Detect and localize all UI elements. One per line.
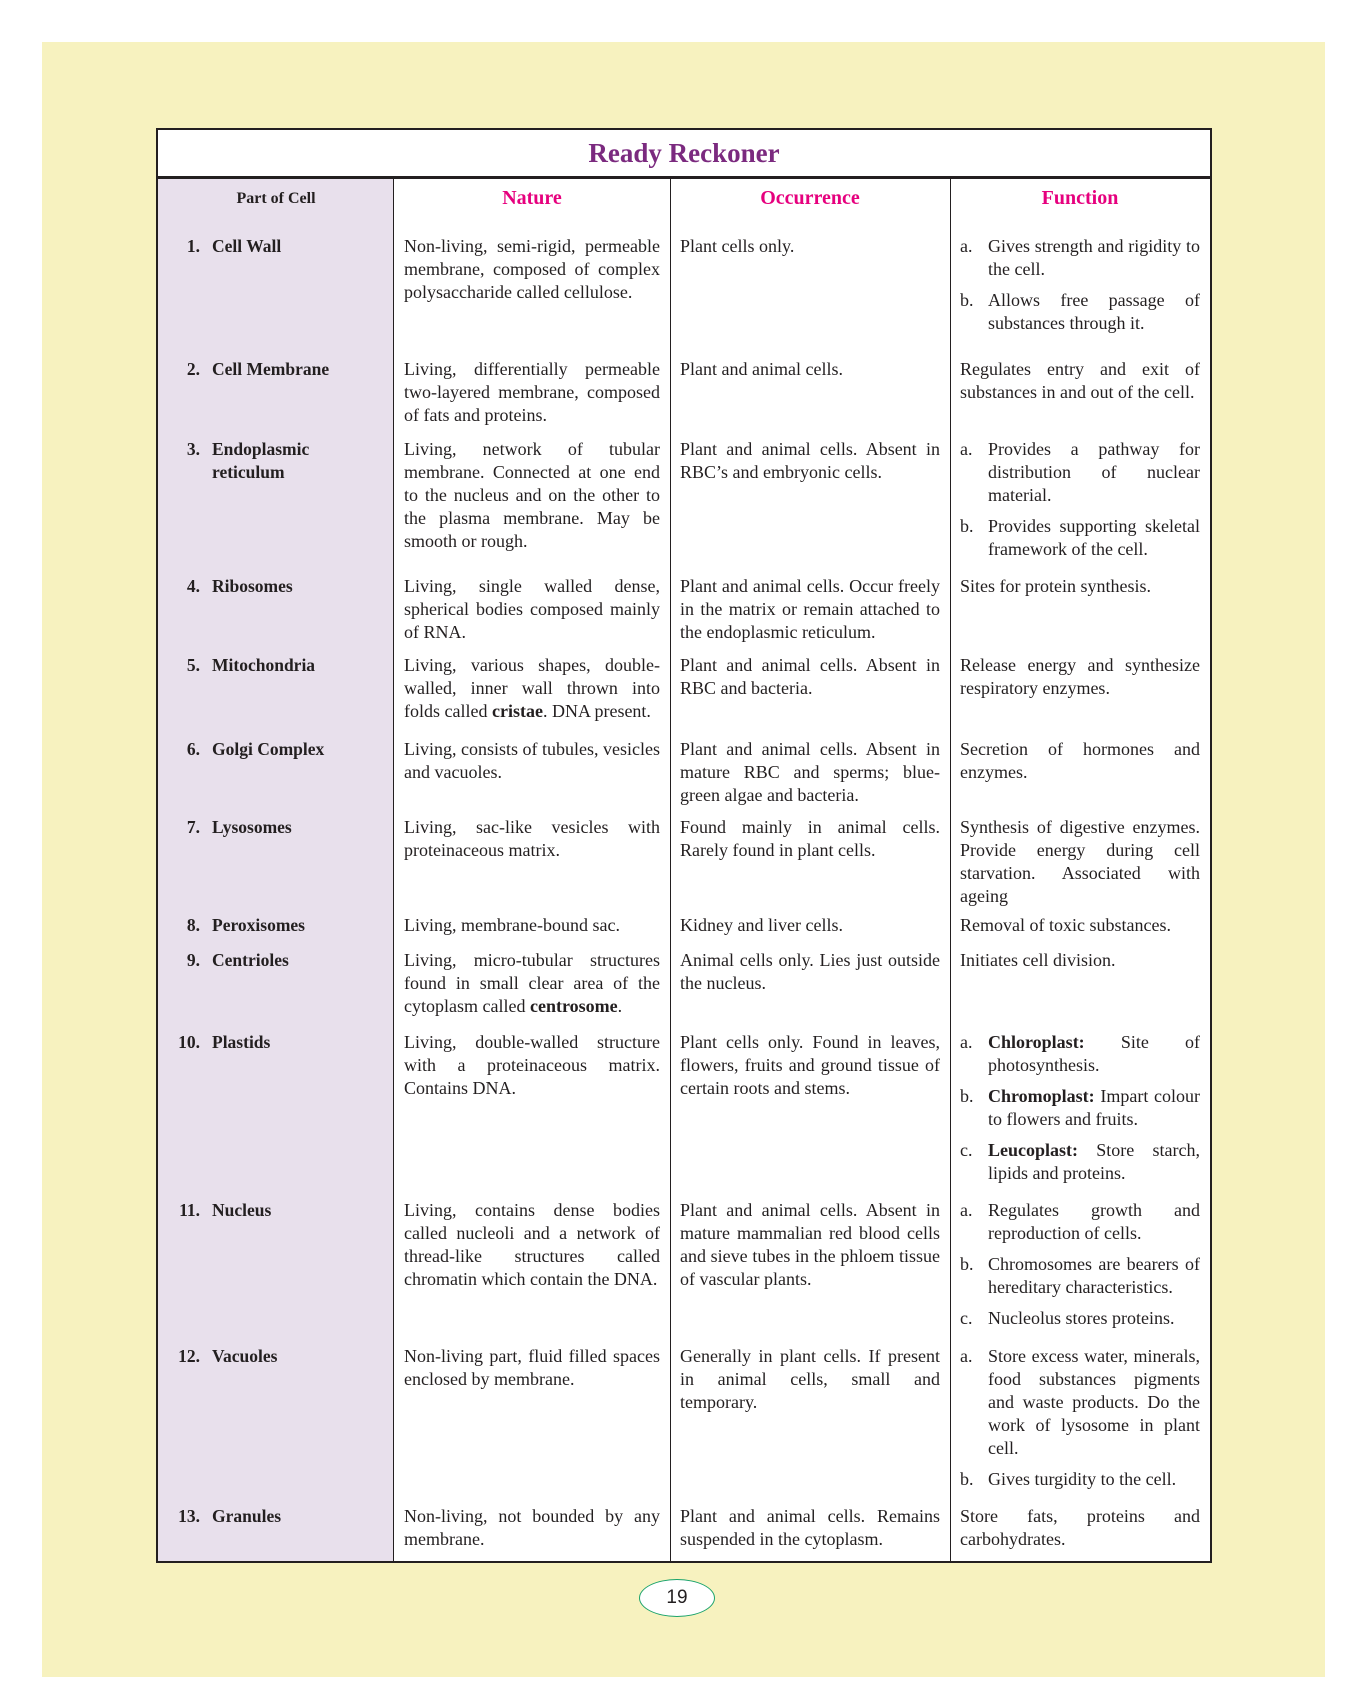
nature-text: Non-living part, fluid filled spaces enclosed by membrane. [404, 1346, 660, 1389]
occurrence-cell: Generally in plant cells. If present in animal cells, small and temporary. [680, 1346, 940, 1412]
function-item [960, 289, 1200, 335]
function-text: Nucleolus stores proteins. [988, 1308, 1175, 1328]
function-text: Regulates entry and exit of substances in and out of the cell. [960, 359, 1200, 402]
nature-cell [394, 233, 670, 356]
occurrence-cell: Plant cells only. Found in leaves, flowers, fruits and ground tissue of certain roots and stems. [680, 1032, 940, 1098]
function-text: Store excess water, minerals, food substances pigments and waste products. Do the work of lysosome in plant cell. [988, 1346, 1200, 1458]
function-text: Removal of toxic substances. [960, 915, 1171, 935]
part-name: Ribosomes [212, 576, 293, 596]
occurrence-cell: Kidney and liver cells. [680, 915, 843, 935]
row-number: 3. [186, 439, 200, 459]
table-row [158, 912, 1210, 947]
nature-text: Living, differentially permeable two-layered membrane, composed of fats and proteins. [404, 359, 660, 425]
function-text: Synthesis of digestive enzymes. Provide energy during cell starvation. Associated with ageing [960, 817, 1200, 906]
function-item [960, 1139, 1200, 1185]
nature-text: Living, membrane-bound sac. [404, 915, 620, 935]
function-item [960, 1085, 1200, 1131]
function-text: Provides a pathway for distribution of nuclear material. [988, 439, 1200, 505]
function-text: Store starch, lipids and proteins. [988, 1140, 1200, 1183]
nature-text: Living, consists of tubules, vesicles and vacuoles. [404, 739, 660, 782]
function-item-label: b. [960, 1254, 974, 1274]
function-item-text [988, 1468, 1200, 1491]
function-item [960, 438, 1200, 507]
row-number: 11. [179, 1200, 200, 1220]
nature-text: Non-living, not bounded by any membrane. [404, 1506, 660, 1549]
header-row [158, 179, 1210, 233]
nature-cell [394, 814, 670, 912]
function-cell [950, 912, 1210, 947]
function-item-text [988, 1199, 1200, 1245]
table-row [158, 233, 1210, 356]
table-row [158, 1197, 1210, 1343]
function-item [960, 1031, 1200, 1077]
nature-text: . [617, 996, 623, 1016]
function-cell [950, 1343, 1210, 1503]
part-cell [158, 1503, 394, 1561]
function-text: Provides supporting skeletal framework of the cell. [988, 516, 1200, 559]
part-name: Plastids [212, 1032, 271, 1052]
nature-text: Living, various shapes, double-walled, inner wall thrown into folds called [404, 655, 660, 721]
table-title: Ready Reckoner [158, 130, 1210, 179]
function-item-label: b. [960, 290, 974, 310]
part-cell [158, 814, 394, 912]
part-name: Nucleus [212, 1200, 272, 1220]
nature-cell [394, 356, 670, 436]
part-cell [158, 912, 394, 947]
function-item-text [988, 1139, 1200, 1185]
occurrence-cell: Plant and animal cells. Absent in mature mammalian red blood cells and sieve tubes in the phloem tissue of vascular plants. [680, 1200, 940, 1289]
function-item [960, 1199, 1200, 1245]
function-item [960, 1253, 1200, 1299]
nature-cell [394, 1197, 670, 1343]
function-item-label: b. [960, 516, 974, 536]
nature-cell [394, 736, 670, 814]
occurrence-cell: Plant and animal cells. Occur freely in the matrix or remain attached to the endoplasmic reticulum. [680, 576, 940, 642]
table-row [158, 947, 1210, 1029]
nature-cell [394, 436, 670, 573]
ready-reckoner-table [156, 128, 1212, 1563]
part-cell [158, 573, 394, 652]
header-function: Function [1041, 187, 1119, 209]
nature-text: Living, single walled dense, spherical bodies composed mainly of RNA. [404, 576, 660, 642]
function-item [960, 1345, 1200, 1460]
nature-text: Living, sac-like vesicles with proteinaceous matrix. [404, 817, 660, 860]
function-text: Gives turgidity to the cell. [988, 1469, 1177, 1489]
part-name: Endoplasmic reticulum [212, 439, 310, 482]
header-part-of-cell: Part of Cell [236, 190, 316, 207]
row-number: 5. [186, 655, 200, 675]
function-item-text [988, 438, 1200, 507]
nature-text: Living, micro-tubular structures found in small clear area of the cytoplasm called [404, 950, 660, 1016]
function-text: Leucoplast: [988, 1140, 1078, 1160]
part-name: Centrioles [212, 950, 289, 970]
part-name: Lysosomes [212, 817, 292, 837]
function-cell [950, 573, 1210, 652]
part-name: Granules [212, 1506, 282, 1526]
function-item-text [988, 1031, 1200, 1077]
function-item-label: a. [960, 1200, 973, 1220]
part-name: Peroxisomes [212, 915, 305, 935]
function-cell [950, 947, 1210, 1029]
function-item-label: b. [960, 1469, 974, 1489]
function-item-text [988, 1307, 1200, 1330]
function-item-text [988, 289, 1200, 335]
function-item-label: a. [960, 1032, 973, 1052]
occurrence-cell: Animal cells only. Lies just outside the nucleus. [680, 950, 940, 993]
nature-cell [394, 947, 670, 1029]
nature-cell [394, 1029, 670, 1197]
table-row [158, 814, 1210, 912]
nature-text: Living, contains dense bodies called nucleoli and a network of thread-like structures called chromatin which contain the DNA. [404, 1200, 660, 1289]
nature-text: Living, double-walled structure with a proteinaceous matrix. Contains DNA. [404, 1032, 660, 1098]
nature-text: cristae [491, 701, 543, 721]
table-row [158, 1029, 1210, 1197]
table-body [158, 179, 1210, 1561]
row-number: 13. [178, 1506, 200, 1526]
row-number: 9. [186, 950, 200, 970]
nature-text: centrosome [529, 996, 618, 1016]
table-row [158, 1343, 1210, 1503]
nature-text: Non-living, semi-rigid, permeable membrane, composed of complex polysaccharide called cellulose. [404, 236, 660, 302]
nature-cell [394, 1503, 670, 1561]
function-item-text [988, 235, 1200, 281]
occurrence-cell: Plant and animal cells. Remains suspended in the cytoplasm. [680, 1506, 940, 1549]
table-row [158, 1503, 1210, 1561]
table-row [158, 652, 1210, 736]
function-cell [950, 814, 1210, 912]
row-number: 7. [186, 817, 200, 837]
function-cell [950, 652, 1210, 736]
occurrence-cell: Plant and animal cells. [680, 359, 843, 379]
occurrence-cell: Plant cells only. [680, 236, 795, 256]
function-cell [950, 1503, 1210, 1561]
function-cell [950, 233, 1210, 356]
function-item-label: c. [960, 1308, 973, 1328]
row-number: 12. [178, 1346, 200, 1366]
function-text: Store fats, proteins and carbohydrates. [960, 1506, 1200, 1549]
part-name: Mitochondria [212, 655, 316, 675]
function-item [960, 235, 1200, 281]
page-background [42, 42, 1325, 1677]
header-occurrence: Occurrence [760, 187, 860, 209]
function-text: Impart colour to flowers and fruits. [988, 1086, 1200, 1129]
part-name: Cell Membrane [212, 359, 330, 379]
function-text: Allows free passage of substances through it. [988, 290, 1200, 333]
function-text: Gives strength and rigidity to the cell. [988, 236, 1200, 279]
function-item [960, 1468, 1200, 1491]
part-cell [158, 1197, 394, 1343]
occurrence-cell: Plant and animal cells. Absent in RBC and bacteria. [680, 655, 940, 698]
function-item-label: c. [960, 1140, 973, 1160]
nature-cell [394, 912, 670, 947]
function-item-label: a. [960, 1346, 973, 1366]
part-cell [158, 1029, 394, 1197]
part-cell [158, 436, 394, 573]
part-name: Cell Wall [212, 236, 282, 256]
part-cell [158, 233, 394, 356]
row-number: 8. [186, 915, 200, 935]
function-item-text [988, 1345, 1200, 1460]
header-nature: Nature [502, 187, 562, 209]
part-cell [158, 736, 394, 814]
function-text: Site of photosynthesis. [988, 1032, 1200, 1075]
table-row [158, 573, 1210, 652]
row-number: 1. [186, 236, 200, 256]
nature-cell [394, 652, 670, 736]
function-text: Regulates growth and reproduction of cells. [988, 1200, 1200, 1243]
part-name: Vacuoles [212, 1346, 278, 1366]
part-name: Golgi Complex [212, 739, 325, 759]
function-item-label: a. [960, 439, 973, 459]
nature-cell [394, 1343, 670, 1503]
function-item-text [988, 1085, 1200, 1131]
function-item-label: a. [960, 236, 973, 256]
part-cell [158, 356, 394, 436]
row-number: 10. [178, 1032, 200, 1052]
function-cell [950, 1197, 1210, 1343]
function-cell [950, 436, 1210, 573]
nature-text: Living, network of tubular membrane. Connected at one end to the nucleus and on the other to the plasma membrane. May be smooth or rough. [404, 439, 660, 551]
occurrence-cell: Found mainly in animal cells. Rarely found in plant cells. [680, 817, 940, 860]
part-cell [158, 652, 394, 736]
function-cell [950, 356, 1210, 436]
row-number: 4. [186, 576, 200, 596]
function-item [960, 1307, 1200, 1330]
function-text: Secretion of hormones and enzymes. [960, 739, 1200, 782]
function-text: Chromosomes are bearers of hereditary characteristics. [988, 1254, 1200, 1297]
part-cell [158, 1343, 394, 1503]
function-text: Chromoplast: [988, 1086, 1095, 1106]
occurrence-cell: Plant and animal cells. Absent in RBC’s and embryonic cells. [680, 439, 940, 482]
function-text: Release energy and synthesize respiratory enzymes. [960, 655, 1200, 698]
function-item-label: b. [960, 1086, 974, 1106]
function-item-text [988, 1253, 1200, 1299]
function-cell [950, 1029, 1210, 1197]
table-row [158, 356, 1210, 436]
occurrence-cell: Plant and animal cells. Absent in mature RBC and sperms; blue-green algae and bacteria. [680, 739, 940, 805]
table-row [158, 436, 1210, 573]
row-number: 6. [186, 739, 200, 759]
part-cell [158, 947, 394, 1029]
function-text: Initiates cell division. [960, 950, 1116, 970]
function-text: Sites for protein synthesis. [960, 576, 1151, 596]
function-text: Chloroplast: [988, 1032, 1085, 1052]
function-item-text [988, 515, 1200, 561]
row-number: 2. [186, 359, 200, 379]
function-cell [950, 736, 1210, 814]
nature-text: . DNA present. [542, 701, 651, 721]
table-row [158, 736, 1210, 814]
function-item [960, 515, 1200, 561]
page-number: 19 [639, 1579, 715, 1617]
nature-cell [394, 573, 670, 652]
